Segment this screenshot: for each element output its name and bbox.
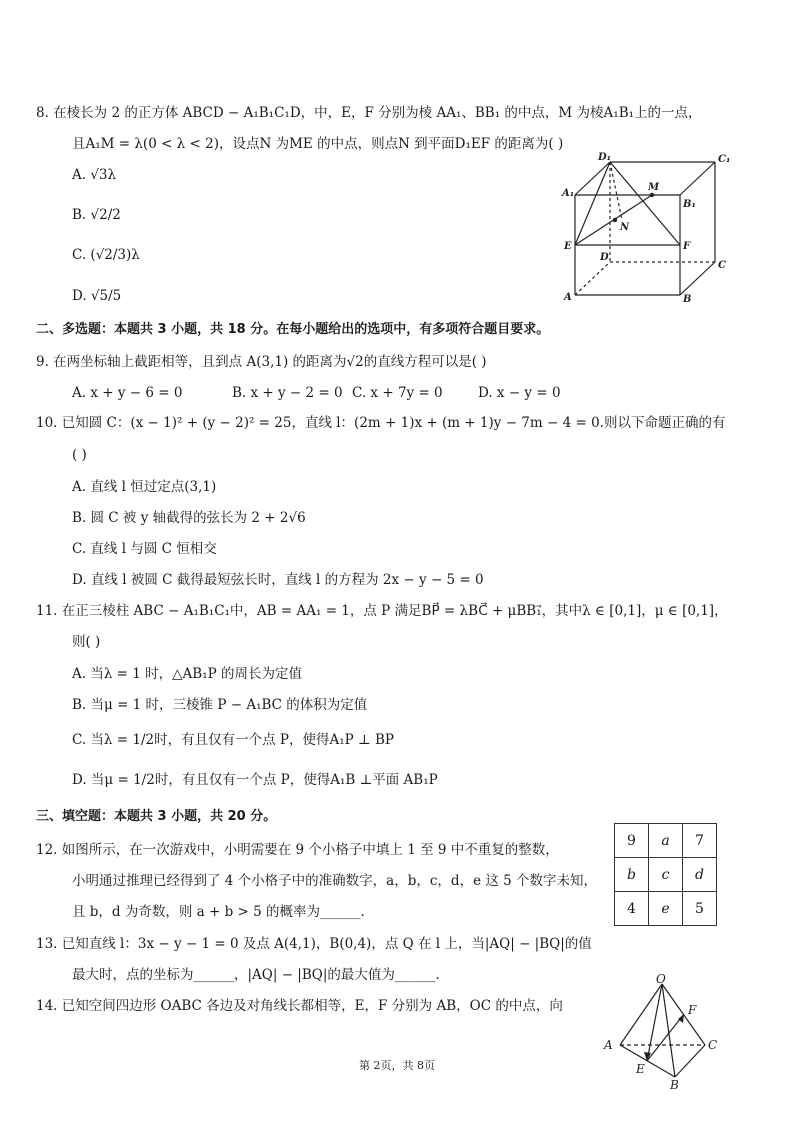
q11-stem-line1: 11. 在正三棱柱 ABC − A₁B₁C₁中，AB = AA₁ = 1，点 P 满足BP⃗ = λBC⃗ + μBB₁⃗，其中λ ∈ [0,1]，μ ∈ [0,1]， (36, 603, 728, 619)
label-E: E (636, 1062, 645, 1076)
grid-cell: 5 (683, 892, 717, 926)
q9-option-a: A. x + y − 6 = 0 (72, 385, 183, 401)
label-D1: D₁ (598, 152, 612, 163)
label-N: N (620, 222, 630, 233)
q10-option-a: A. 直线 l 恒过定点(3,1) (72, 479, 217, 495)
q8-option-b: B. √2/2 (72, 207, 121, 223)
q11-option-c: C. 当λ = 1/2时，有且仅有一个点 P，使得A₁P ⊥ BP (72, 732, 395, 748)
page-footer: 第 2页，共 8页 (359, 1059, 435, 1072)
label-F: F (683, 241, 691, 252)
label-M: M (648, 182, 660, 193)
q8-option-c: C. (√2/3)λ (72, 247, 140, 263)
label-F: F (688, 1003, 697, 1017)
grid-cell: e (649, 892, 683, 926)
grid-cell: b (615, 858, 649, 892)
q11-option-a: A. 当λ = 1 时，△AB₁P 的周长为定值 (72, 666, 303, 682)
label-B: B (670, 1078, 679, 1090)
q8-option-d: D. √5/5 (72, 288, 122, 304)
q13-stem-line1: 13. 已知直线 l：3x − y − 1 = 0 及点 A(4,1)，B(0,4)，点 Q 在 l 上，当|AQ| − |BQ|的值 (36, 936, 592, 952)
label-E: E (564, 241, 572, 252)
q8-stem-line2: 且A₁M = λ(0 < λ < 2)，设点N 为ME 的中点，则点N 到平面D₁EF 的距离为( ) (72, 136, 564, 152)
q9-stem: 9. 在两坐标轴上截距相等，且到点 A(3,1) 的距离为√2的直线方程可以是( ) (36, 354, 487, 370)
section2-heading: 二、多选题：本题共 3 小题，共 18 分。在每小题给出的选项中，有多项符合题目要求。 (36, 322, 550, 337)
label-B: B (683, 294, 692, 305)
label-A: A (564, 292, 572, 303)
label-C: C (708, 1038, 718, 1052)
q9-option-c: C. x + 7y = 0 (352, 385, 443, 401)
q11-option-b: B. 当μ = 1 时，三棱锥 P − A₁BC 的体积为定值 (72, 697, 368, 713)
grid-cell: c (649, 858, 683, 892)
q8-option-a: A. √3λ (72, 167, 117, 183)
number-grid (614, 823, 717, 926)
q11-option-d: D. 当μ = 1/2时，有且仅有一个点 P，使得A₁B ⊥平面 AB₁P (72, 772, 438, 788)
q13-stem-line2: 最大时，点的坐标为______，|AQ| − |BQ|的最大值为______. (72, 967, 440, 983)
q11-stem-line2: 则( ) (72, 634, 101, 650)
q10-option-d: D. 直线 l 被圆 C 截得最短弦长时，直线 l 的方程为 2x − y − 5 = 0 (72, 572, 484, 588)
label-O: O (656, 972, 666, 986)
grid-cell: 9 (615, 824, 649, 858)
section3-heading: 三、填空题：本题共 3 小题，共 20 分。 (36, 809, 277, 824)
label-C1: C₁ (718, 154, 731, 165)
cube-figure (560, 150, 735, 305)
label-A1: A₁ (562, 188, 575, 199)
label-A: A (604, 1038, 613, 1052)
q12-stem-line2: 小明通过推理已经得到了 4 个小格子中的准确数字，a，b，c，d，e 这 5 个数字未知， (72, 873, 598, 889)
label-B1: B₁ (683, 199, 696, 210)
q9-option-d: D. x − y = 0 (478, 385, 561, 401)
q8-stem-line1: 8. 在棱长为 2 的正方体 ABCD − A₁B₁C₁D，中，E，F 分别为棱 AA₁、BB₁ 的中点，M 为棱A₁B₁上的一点， (36, 105, 702, 121)
q10-option-c: C. 直线 l 与圆 C 恒相交 (72, 541, 217, 557)
q10-stem-line1: 10. 已知圆 C：(x − 1)² + (y − 2)² = 25，直线 l：(2m + 1)x + (m + 1)y − 7m − 4 = 0.则以下命题正确的有 (36, 415, 726, 431)
label-D: D (600, 252, 609, 263)
q10-stem-line2: ( ) (72, 447, 87, 463)
q10-option-b: B. 圆 C 被 y 轴截得的弦长为 2 + 2√6 (72, 510, 306, 526)
q12-stem-line3: 且 b，d 为奇数，则 a + b > 5 的概率为______. (72, 904, 365, 920)
q12-stem-line1: 12. 如图所示，在一次游戏中，小明需要在 9 个小格子中填上 1 至 9 中不重复的整数， (36, 842, 559, 858)
grid-cell: 4 (615, 892, 649, 926)
grid-cell: a (649, 824, 683, 858)
grid-cell: 7 (683, 824, 717, 858)
label-C: C (718, 260, 726, 271)
q9-option-b: B. x + y − 2 = 0 (232, 385, 343, 401)
grid-cell: d (683, 858, 717, 892)
q14-stem-line1: 14. 已知空间四边形 OABC 各边及对角线长都相等，E，F 分别为 AB，OC 的中点，向 (36, 998, 563, 1014)
